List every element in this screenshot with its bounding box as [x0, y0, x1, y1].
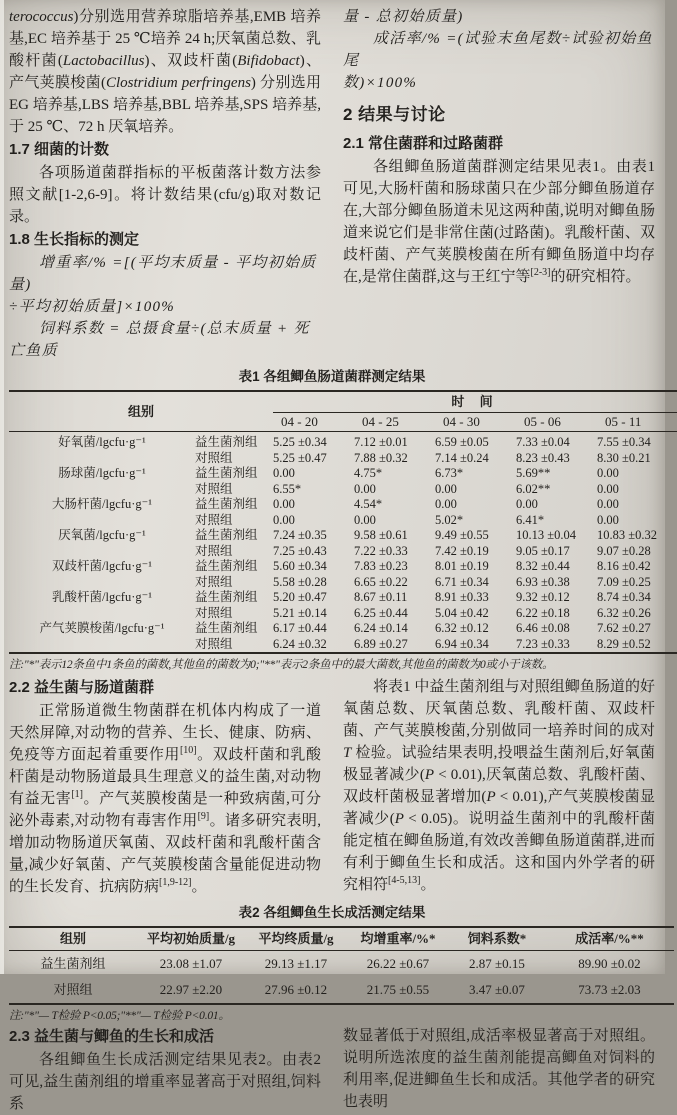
table-1-section	[9, 369, 658, 672]
table-row	[9, 621, 677, 637]
weight-gain-formula-line-2: ÷平均初始质量]×100%	[9, 299, 176, 315]
table-cell: 9.58 ±0.61	[354, 528, 408, 542]
table-cell: 7.25 ±0.43	[273, 543, 327, 558]
survival-rate-formula-line-1: 成活率/% =(试验末鱼尾数÷试验初始鱼尾	[343, 31, 653, 69]
table-cell: 0.00	[354, 481, 376, 496]
table-cell: 5.21 ±0.14	[273, 605, 327, 620]
table-cell: 7.23 ±0.33	[516, 636, 570, 651]
text-segment: Clostridium perfringens	[105, 75, 251, 91]
table-cell: 对照组	[195, 543, 233, 558]
table-1-time-header: 时 间	[273, 391, 677, 412]
bacteria-counting-paragraph: 各项肠道菌群指标的平板菌落计数方法参照文献[1-2,6-9]。将计数结果(cfu/g)取对数记录。	[9, 165, 321, 225]
right-column-bottom	[343, 1025, 655, 1115]
table-row	[9, 432, 677, 451]
table-cell: 0.00	[597, 481, 619, 496]
table-cell: 0.00	[516, 497, 538, 511]
table-1-date-column: 04 - 30	[435, 412, 516, 432]
table-2-column-header: 饲料系数*	[449, 927, 545, 951]
table-1-date-column: 05 - 11	[597, 412, 677, 432]
table-cell: 对照组	[195, 512, 233, 527]
table-cell: 对照组	[53, 982, 93, 997]
section-1-8-heading: 1.8 生长指标的测定	[9, 231, 140, 248]
table-1-body	[9, 432, 677, 654]
text-segment: 正常肠道微生物菌群在机体内构成了一道天然屏障,对动物的营养、生长、健康、防病、免疫等方面起着重要作用	[9, 703, 321, 763]
table-cell: 8.30 ±0.21	[597, 450, 651, 465]
table-cell: 6.22 ±0.18	[516, 605, 570, 620]
table-cell: 0.00	[273, 466, 295, 480]
table-cell: 厌氧菌/lgcfu·g⁻¹	[58, 528, 146, 542]
table-cell: 0.00	[597, 512, 619, 527]
t-test-results-paragraph	[343, 676, 655, 896]
text-segment: P	[394, 811, 404, 827]
table-row	[9, 513, 677, 529]
table-cell	[9, 606, 195, 622]
table-cell: 89.90 ±0.02	[578, 956, 641, 971]
table-cell: 7.12 ±0.01	[354, 435, 408, 449]
table-row	[9, 544, 677, 560]
table-cell: 肠球菌/lgcfu·g⁻¹	[58, 466, 146, 480]
table-cell: 5.60 ±0.34	[273, 559, 327, 573]
table-cell: 6.94 ±0.34	[435, 636, 489, 651]
table-cell: 6.65 ±0.22	[354, 574, 408, 589]
table-row	[9, 451, 677, 467]
table-cell: 8.32 ±0.44	[516, 559, 570, 573]
probiotics-flora-paragraph	[9, 700, 321, 898]
table-2-column-header: 成活率/%**	[545, 927, 674, 951]
text-segment: Bifidobact	[237, 53, 300, 69]
table-cell: 9.49 ±0.55	[435, 528, 489, 542]
table-cell	[9, 513, 195, 529]
table-row	[9, 951, 674, 978]
table-cell: 益生菌剂组	[195, 528, 258, 542]
table-cell: 21.75 ±0.55	[366, 982, 430, 997]
text-segment: P	[486, 789, 496, 805]
table-1-date-column: 04 - 25	[354, 412, 435, 432]
table-cell: 8.16 ±0.42	[597, 559, 651, 573]
table-cell: 5.20 ±0.47	[273, 590, 327, 604]
section-2-1-heading: 2.1 常住菌群和过路菌群	[343, 135, 504, 152]
table-cell: 8.29 ±0.52	[597, 636, 651, 651]
table-cell: 6.24 ±0.14	[354, 621, 408, 635]
table-cell	[9, 544, 195, 560]
table-cell: 益生菌剂组	[195, 466, 258, 480]
table-1-group-header: 组别	[9, 391, 273, 432]
table-cell: 8.23 ±0.43	[516, 450, 570, 465]
text-segment: 。产气荚膜梭菌是一种致病菌,可分泌外毒素,对动物有毒害作用	[9, 791, 321, 829]
table-cell: 9.07 ±0.28	[597, 543, 651, 558]
table-cell: 7.88 ±0.32	[354, 450, 408, 465]
table-cell: 大肠杆菌/lgcfu·g⁻¹	[52, 497, 152, 511]
table-cell: 5.25 ±0.34	[273, 435, 327, 449]
table-cell: 4.54*	[354, 497, 383, 511]
table-row	[9, 637, 677, 654]
table-row	[9, 528, 677, 544]
table-2-note: 注:"*"— T检验 P<0.05;"**"— T检验 P<0.01。	[9, 1010, 230, 1022]
table-1-header	[9, 391, 677, 432]
table-cell: 7.55 ±0.34	[597, 435, 651, 449]
table-cell: 5.02*	[435, 512, 464, 527]
reference-superscript: [4-5,13]	[388, 875, 421, 886]
table-cell: 7.24 ±0.35	[273, 528, 327, 542]
table-cell: 6.71 ±0.34	[435, 574, 489, 589]
table-cell: 益生菌剂组	[195, 621, 258, 635]
table-cell: 对照组	[195, 481, 233, 496]
table-row	[9, 606, 677, 622]
text-segment: )、双歧杆菌(	[144, 53, 238, 69]
table-cell: 0.00	[597, 497, 619, 511]
text-segment: )、产气荚膜梭菌(	[9, 53, 322, 91]
table-cell: 益生菌剂组	[195, 497, 258, 511]
reference-superscript: [2-3]	[530, 267, 551, 278]
table-cell: 29.13 ±1.17	[264, 956, 328, 971]
table-cell: 好氧菌/lgcfu·g⁻¹	[58, 435, 146, 449]
culture-media-paragraph	[9, 6, 321, 138]
table-cell: 10.83 ±0.32	[597, 528, 658, 542]
table-cell: 益生菌剂组	[195, 435, 258, 449]
table-cell: 7.14 ±0.24	[435, 450, 489, 465]
table-row	[9, 575, 677, 591]
table-cell: 0.00	[435, 497, 457, 511]
table-cell: 5.69**	[516, 466, 551, 480]
table-2-column-header: 平均初始质量/g	[137, 927, 245, 951]
left-column-bottom	[9, 1025, 321, 1115]
table-cell: 6.32 ±0.26	[597, 605, 651, 620]
table-cell: 6.93 ±0.38	[516, 574, 570, 589]
table-cell: 27.96 ±0.12	[264, 982, 328, 997]
table-cell: 7.22 ±0.33	[354, 543, 408, 558]
table-row	[9, 482, 677, 498]
text-segment: )分别选用营养琼脂培养基,EMB 培养基,EC 培养基于 25 ℃培养 24 h;厌氧菌总数、乳酸杆菌(	[9, 9, 321, 69]
table-cell: 6.41*	[516, 512, 545, 527]
table-cell: 6.73*	[435, 466, 464, 480]
table-cell: 产气荚膜梭菌/lgcfu·g⁻¹	[39, 621, 165, 635]
table-cell	[9, 482, 195, 498]
table-cell: 10.13 ±0.04	[516, 528, 577, 542]
table-row	[9, 977, 674, 1004]
table-cell: 6.02**	[516, 481, 551, 496]
table-cell: 26.22 ±0.67	[366, 956, 430, 971]
section-2-heading: 2 结果与讨论	[343, 105, 446, 124]
table-2-column-header: 平均终质量/g	[245, 927, 347, 951]
table-2-column-header: 均增重率/%*	[347, 927, 449, 951]
table-1-date-column: 04 - 20	[273, 412, 354, 432]
table-cell: 0.00	[273, 497, 295, 511]
top-section	[9, 6, 655, 362]
section-2-2-heading: 2.2 益生菌与肠道菌群	[9, 679, 155, 696]
table-cell: 0.00	[273, 512, 295, 527]
table-cell: 8.67 ±0.11	[354, 590, 408, 604]
table-2-body	[9, 951, 674, 1005]
table-cell: 5.04 ±0.42	[435, 605, 489, 620]
table-cell: 7.83 ±0.23	[354, 559, 408, 573]
table-cell: 8.01 ±0.19	[435, 559, 489, 573]
text-segment: ) 分别选用 EG 培养基,LBS 培养基,BBL 培养基,SPS 培养基,于 25 ℃、72 h 厌氧培养。	[9, 75, 321, 135]
table-row	[9, 466, 677, 482]
reference-superscript: [10]	[179, 745, 197, 756]
table-cell: 23.08 ±1.07	[159, 956, 223, 971]
left-column-top	[9, 6, 321, 362]
table-cell: 9.05 ±0.17	[516, 543, 570, 558]
table-cell: 6.17 ±0.44	[273, 621, 327, 635]
table-cell: 9.32 ±0.12	[516, 590, 570, 604]
table-cell: 7.09 ±0.25	[597, 574, 651, 589]
table-row	[9, 559, 677, 575]
table-cell: 3.47 ±0.07	[469, 982, 525, 997]
table-cell: 2.87 ±0.15	[469, 956, 525, 971]
table-cell: 对照组	[195, 636, 233, 651]
text-segment: T	[343, 745, 352, 761]
table-cell: 益生菌剂组	[195, 559, 258, 573]
table-cell: 0.00	[597, 466, 619, 480]
bottom-section	[9, 1025, 655, 1115]
table-cell: 6.55*	[273, 481, 302, 496]
table-cell: 6.25 ±0.44	[354, 605, 408, 620]
text-segment: 的研究相符。	[550, 269, 641, 285]
table-cell: 益生菌剂组	[40, 956, 106, 971]
text-segment: 将表1 中益生菌剂组与对照组鲫鱼肠道的好氧菌总数、厌氧菌总数、乳酸杆菌、双歧杆菌、产气荚膜梭菌,分别做同一培养时间的成对	[343, 679, 655, 739]
left-column-middle	[9, 676, 321, 898]
table-cell: 4.75*	[354, 466, 383, 480]
table-2-caption: 表2 各组鲫鱼生长成活测定结果	[238, 905, 426, 920]
table-1-note: 注:"*"表示12条鱼中1条鱼的菌数,其他鱼的菌数为0;"**"表示2条鱼中的最大菌数,其他鱼的菌数为0或小于该数。	[9, 659, 554, 671]
reference-superscript: [1]	[71, 789, 83, 800]
table-row	[9, 590, 677, 606]
text-segment: < 0.05)。说明益生菌剂中的乳酸杆菌能定植在鲫鱼肠道,有效改善鲫鱼肠道菌群,进而有利于鲫鱼生长和成活。这和国内外学者的研究相符	[343, 811, 655, 893]
table-cell	[9, 575, 195, 591]
growth-survival-paragraph: 各组鲫鱼生长成活测定结果见表2。由表2 可见,益生菌剂组的增重率显著高于对照组,饲料系	[9, 1052, 321, 1112]
table-1	[9, 390, 677, 654]
table-cell: 6.24 ±0.32	[273, 636, 327, 651]
table-cell: 22.97 ±2.20	[159, 982, 223, 997]
table-cell: 6.89 ±0.27	[354, 636, 408, 651]
table-cell: 6.59 ±0.05	[435, 435, 489, 449]
right-column-top	[343, 6, 655, 362]
table-cell: 7.62 ±0.27	[597, 621, 651, 635]
resident-flora-paragraph	[343, 156, 655, 288]
table-cell: 0.00	[435, 481, 457, 496]
table-cell: 7.33 ±0.04	[516, 435, 570, 449]
table-cell: 5.58 ±0.28	[273, 574, 327, 589]
table-cell: 0.00	[354, 512, 376, 527]
table-cell: 73.73 ±2.03	[578, 982, 641, 997]
table-2-header	[9, 927, 674, 951]
text-segment: < 0.01),产气荚膜梭菌显著减少(	[343, 789, 655, 827]
middle-section	[9, 676, 655, 898]
table-2-column-header: 组别	[9, 927, 137, 951]
table-cell: 5.25 ±0.47	[273, 450, 327, 465]
text-segment: P	[424, 767, 435, 783]
table-row	[9, 497, 677, 513]
text-segment: 。诸多研究表明,增加动物肠道厌氧菌、双歧杆菌和乳酸杆菌含量,减少好氧菌、产气荚膜梭菌含量能促进动物的生长发育、抗病防病	[9, 813, 321, 895]
table-1-date-column: 05 - 06	[516, 412, 597, 432]
growth-survival-continued-paragraph: 数显著低于对照组,成活率极显著高于对照组。说明所选浓度的益生菌剂能提高鲫鱼对饲料的利用率,促进鲫鱼生长和成活。其他学者的研究也表明	[343, 1028, 655, 1110]
right-column-middle	[343, 676, 655, 898]
table-1-caption: 表1 各组鲫鱼肠道菌群测定结果	[238, 369, 426, 384]
text-segment: 。双歧杆菌和乳酸杆菌是动物肠道最具生理意义的益生菌,对动物有益无害	[9, 747, 321, 807]
table-cell	[9, 637, 195, 654]
feed-coefficient-formula-line-2: 量 - 总初始质量)	[343, 9, 464, 25]
table-cell: 7.42 ±0.19	[435, 543, 489, 558]
reference-superscript: [9]	[197, 811, 210, 822]
table-cell: 6.32 ±0.12	[435, 621, 489, 635]
table-cell: 对照组	[195, 605, 233, 620]
table-cell: 对照组	[195, 574, 233, 589]
table-2	[9, 926, 674, 1005]
feed-coefficient-formula-line-1: 饲料系数 = 总摄食量÷(总末质量 + 死亡鱼质	[9, 321, 310, 359]
table-cell: 双歧杆菌/lgcfu·g⁻¹	[52, 559, 152, 573]
table-cell: 6.46 ±0.08	[516, 621, 570, 635]
table-cell: 8.74 ±0.34	[597, 590, 651, 604]
table-cell	[9, 451, 195, 467]
table-2-section	[9, 905, 655, 1023]
text-segment: < 0.01),厌氧菌总数、乳酸杆菌、双歧杆菌极显著增加(	[343, 767, 655, 805]
section-1-7-heading: 1.7 细菌的计数	[9, 141, 110, 158]
table-cell: 乳酸杆菌/lgcfu·g⁻¹	[52, 590, 152, 604]
text-segment: 。	[420, 877, 436, 893]
weight-gain-formula-line-1: 增重率/% =[(平均末质量 - 平均初始质量)	[9, 255, 317, 293]
table-cell: 8.91 ±0.33	[435, 590, 489, 604]
text-segment: terococcus	[9, 9, 74, 25]
section-2-3-heading: 2.3 益生菌与鲫鱼的生长和成活	[9, 1028, 215, 1045]
text-segment: Lactobacillus	[62, 53, 145, 69]
text-segment: 各组鲫鱼肠道菌群测定结果见表1。由表1 可见,大肠杆菌和肠球菌只在少部分鲫鱼肠道存在,大部分鲫鱼肠道未见这两种菌,说明对鲫鱼肠道来说它们是非常住菌(过路菌)。乳酸杆菌、双歧杆菌、产气荚膜梭菌在所有鲫鱼肠道中均存在,是常住菌群,这与王红宁等	[343, 159, 655, 285]
survival-rate-formula-line-2: 数)×100%	[343, 75, 418, 91]
reference-superscript: [1,9-12]	[159, 877, 192, 888]
text-segment: 检验。试验结果表明,投喂益生菌剂后,好氧菌极显著减少(	[343, 745, 655, 783]
table-cell: 对照组	[195, 450, 233, 465]
table-cell: 益生菌剂组	[195, 590, 258, 604]
text-segment: 。	[191, 879, 207, 895]
